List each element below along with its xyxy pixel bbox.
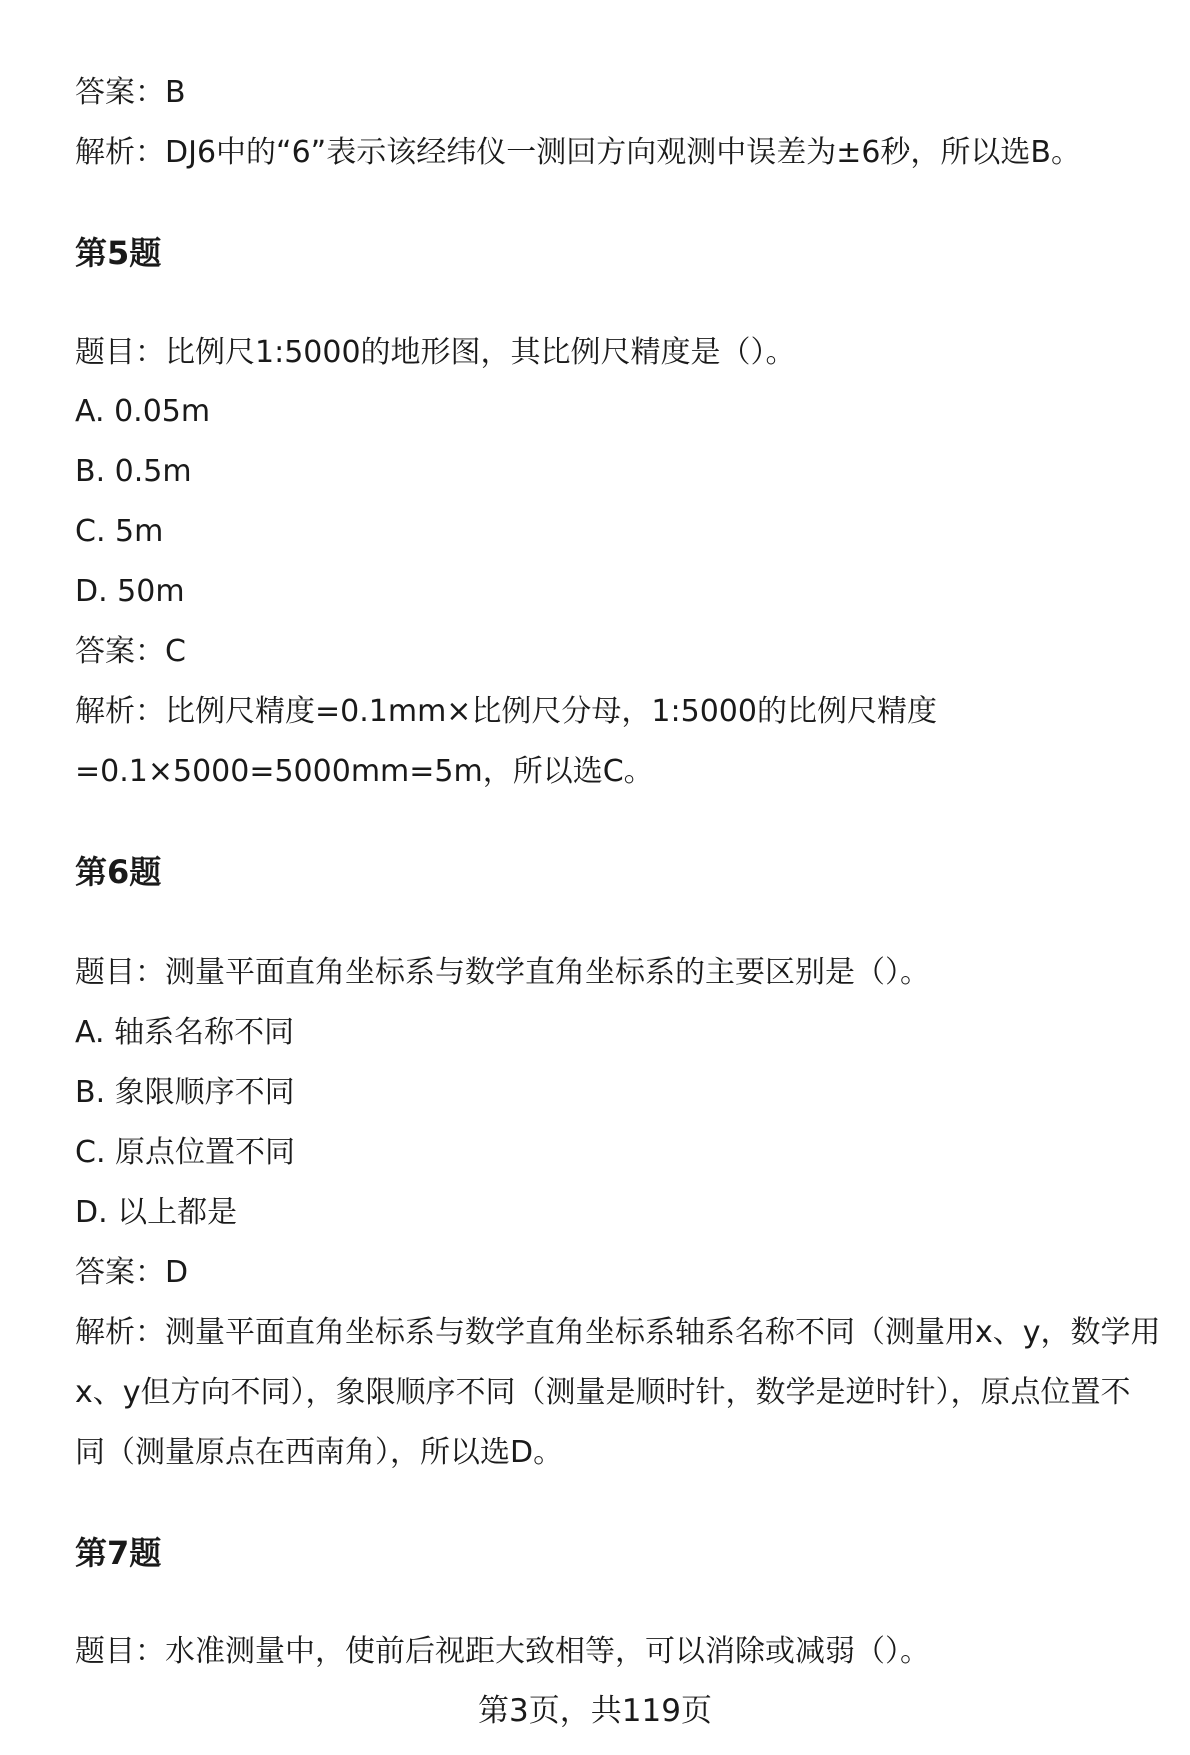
question-6-explanation-line-2: x、y但方向不同），象限顺序不同（测量是顺时针，数学是逆时针），原点位置不 [75, 1375, 1131, 1410]
page-number-footer: 第3页，共119页 [478, 1693, 712, 1729]
question-6-option-c: C. 原点位置不同 [75, 1135, 296, 1170]
prev-answer: 答案：B [75, 75, 186, 110]
question-6-text: 题目：测量平面直角坐标系与数学直角坐标系的主要区别是（）。 [75, 955, 930, 990]
prev-explanation: 解析：DJ6中的“6”表示该经纬仪一测回方向观测中误差为±6秒，所以选B。 [75, 135, 1082, 170]
question-6-explanation-line-1: 解析：测量平面直角坐标系与数学直角坐标系轴系名称不同（测量用x、y，数学用 [75, 1315, 1161, 1350]
question-5-option-c: C. 5m [75, 514, 164, 549]
question-5-explanation-line-1: 解析：比例尺精度=0.1mm×比例尺分母，1:5000的比例尺精度 [75, 694, 937, 729]
question-5-heading: 第5题 [75, 234, 162, 272]
question-6-answer: 答案：D [75, 1255, 189, 1290]
question-5-answer: 答案：C [75, 634, 186, 669]
question-6-explanation-line-3: 同（测量原点在西南角），所以选D。 [75, 1435, 564, 1470]
question-7-heading: 第7题 [75, 1534, 162, 1572]
question-7-text: 题目：水准测量中，使前后视距大致相等，可以消除或减弱（）。 [75, 1634, 930, 1669]
question-6-option-d: D. 以上都是 [75, 1195, 238, 1230]
question-6-option-b: B. 象限顺序不同 [75, 1075, 295, 1110]
question-5-explanation-line-2: =0.1×5000=5000mm=5m，所以选C。 [75, 754, 654, 789]
question-5-option-a: A. 0.05m [75, 394, 211, 429]
question-6-option-a: A. 轴系名称不同 [75, 1015, 295, 1050]
question-5-option-d: D. 50m [75, 574, 185, 609]
question-5-option-b: B. 0.5m [75, 454, 192, 489]
question-6-heading: 第6题 [75, 853, 162, 891]
question-5-text: 题目：比例尺1:5000的地形图，其比例尺精度是（）。 [75, 335, 796, 370]
